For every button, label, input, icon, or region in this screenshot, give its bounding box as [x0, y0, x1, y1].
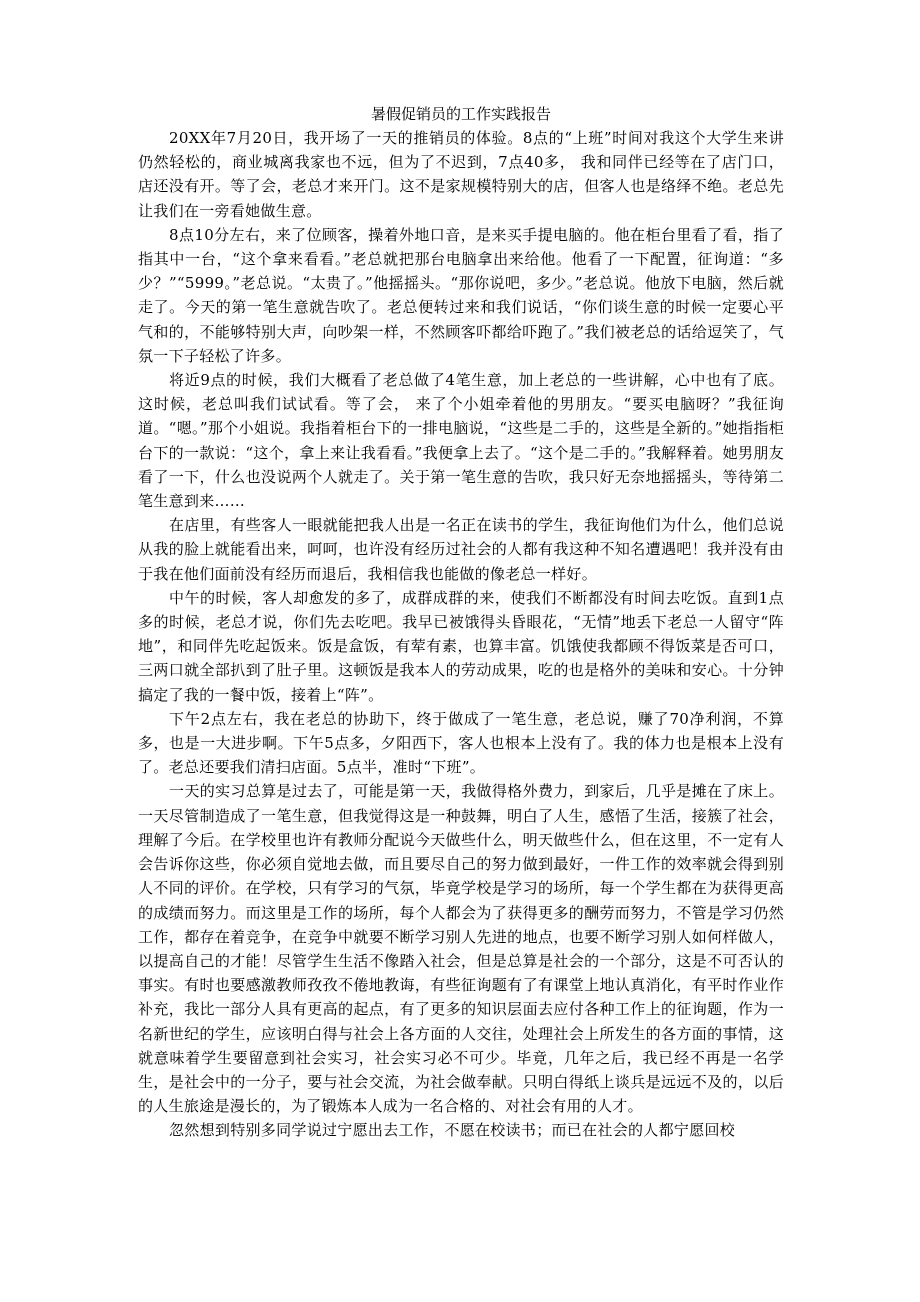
document-page: [138, 102, 784, 1143]
paragraph: 将近9点的时候，我们大概看了老总做了4笔生意，加上老总的一些讲解，心中也有了底。这时候，老总叫我们试试看。等了会， 来了个小姐牵着他的男朋友。“要买电脑呀？”我征询道。“嗯。”那个小姐说。我指着柜台下的一排电脑说，“这些是二手的，这些是全新的。”她指指柜台下的一款说：“这个，拿上来让我看看。”我便拿上去了。“这个是二手的。”我解释着。她男朋友看了一下，什么也没说两个人就走了。关于第一笔生意的告吹，我只好无奈地摇摇头，等待第二笔生意到来……: [138, 371, 784, 511]
paragraph: 下午2点左右，我在老总的协助下，终于做成了一笔生意，老总说，赚了70净利润，不算多，也是一大进步啊。下午5点多，夕阳西下，客人也根本上没有了。我的体力也是根本上没有了。老总还要我们清扫店面。5点半，准时“下班”。: [138, 709, 784, 777]
document-title: 暑假促销员的工作实践报告: [370, 105, 551, 123]
paragraph: 在店里，有些客人一眼就能把我人出是一名正在读书的学生，我征询他们为什么，他们总说从我的脸上就能看出来，呵呵，也许没有经历过社会的人都有我这种不知名遭遇吧！我并没有由于我在他们面前没有经历而退后，我相信我也能做的像老总一样好。: [138, 516, 784, 583]
paragraph: 中午的时候，客人却愈发的多了，成群成群的来，使我们不断都没有时间去吃饭。直到1点多的时候，老总才说，你们先去吃吧。我早已被饿得头昏眼花，“无情”地丢下老总一人留守“阵地”，和同伴先吃起饭来。饭是盒饭，有荤有素，也算丰富。饥饿使我都顾不得饭菜是否可口，三两口就全部扒到了肚子里。这顿饭是我本人的劳动成果，吃的也是格外的美味和安心。十分钟搞定了我的一餐中饭，接着上“阵”。: [138, 588, 784, 704]
paragraph: 8点10分左右，来了位顾客，操着外地口音，是来买手提电脑的。他在柜台里看了看，指了指其中一台，“这个拿来看看。”老总就把那台电脑拿出来给他。他看了一下配置，征询道：“多少？”“5999。”老总说。“太贵了。”他摇摇头。“那你说吧，多少。”老总说。他放下电脑，然后就走了。今天的第一笔生意就告吹了。老总便转过来和我们说话，“你们谈生意的时候一定要心平气和的，不能够特别大声，向吵架一样，不然顾客吓都给吓跑了。”我们被老总的话给逗笑了，气氛一下子轻松了许多。: [138, 225, 784, 365]
paragraph: 一天的实习总算是过去了，可能是第一天，我做得格外费力，到家后，几乎是摊在了床上。一天尽管制造成了一笔生意，但我觉得这是一种鼓舞，明白了人生，感悟了生活，接簇了社会，理解了今后。在学校里也许有教师分配说今天做些什么，明天做些什么，但在这里，不一定有人会告诉你这些，你必须自觉地去做，而且要尽自己的努力做到最好，一件工作的效率就会得到别人不同的评价。在学校，只有学习的气氛，毕竟学校是学习的场所，每一个学生都在为获得更高的成绩而努力。而这里是工作的场所，每个人都会为了获得更多的酬劳而努力，不管是学习仍然工作，都存在着竞争，在竞争中就要不断学习别人先进的地点，也要不断学习别人如何样做人，以提高自己的才能！尽管学生生活不像踏入社会，但是总算是社会的一个部分，这是不可否认的事实。有时也要感激教师孜孜不倦地教诲，有些征询题有了有课堂上地认真消化，有平时作业作补充，我比一部分人具有更高的起点，有了更多的知识层面去应付各种工作上的征询题，作为一名新世纪的学生，应该明白得与社会上各方面的人交往，处理社会上所发生的各方面的事情，这就意味着学生要留意到社会实习，社会实习必不可少。毕竟，几年之后，我已经不再是一名学生，是社会中的一分子，要与社会交流，为社会做奉献。只明白得纸上谈兵是远远不及的，以后的人生旅途是漫长的，为了锻炼本人成为一名合格的、对社会有用的人才。: [138, 782, 784, 1116]
paragraph: 20XX年7月20日，我开场了一天的推销员的体验。8点的“上班”时间对我这个大学生来讲仍然轻松的，商业城离我家也不远，但为了不迟到，7点40多， 我和同伴已经等在了店门口，店还没有开。等了会，老总才来开门。这不是家规模特别大的店，但客人也是络绎不绝。老总先让我们在一旁看她做生意。: [138, 129, 784, 220]
paragraph: 忽然想到特别多同学说过宁愿出去工作，不愿在校读书；而已在社会的人都宁愿回校: [169, 1121, 736, 1140]
